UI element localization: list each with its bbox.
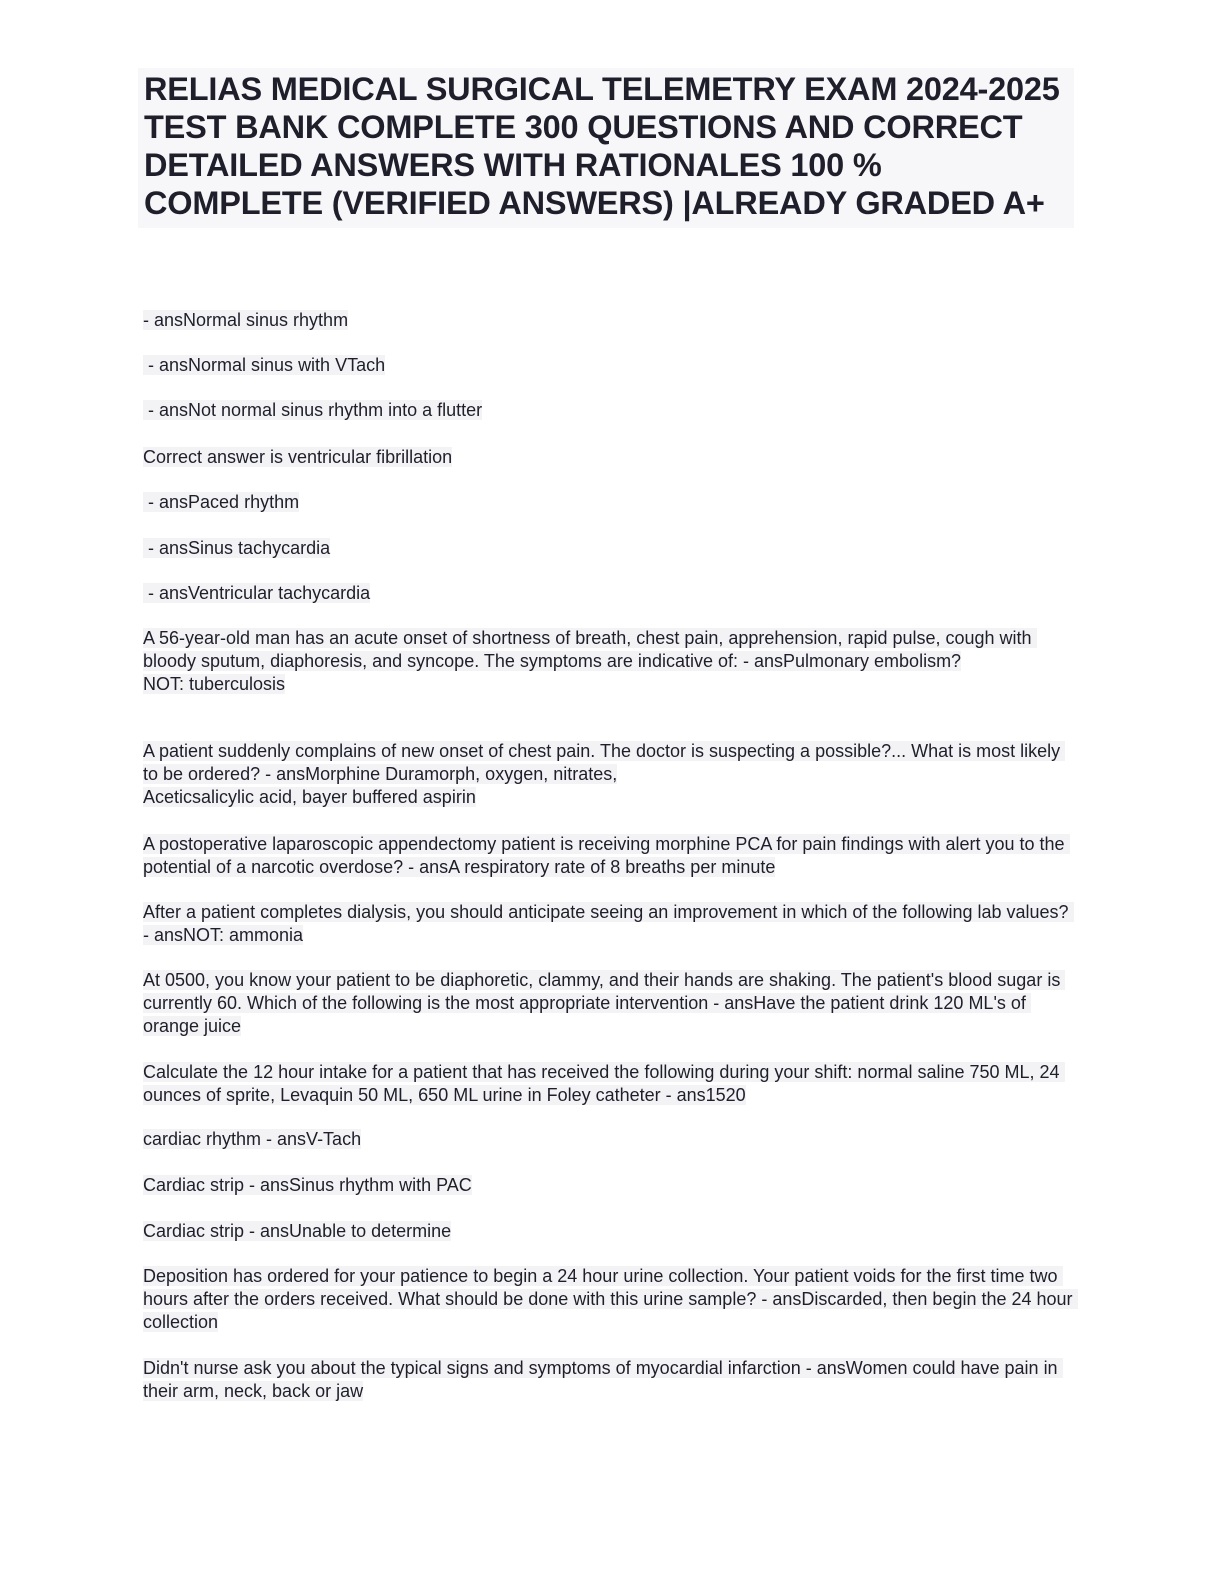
- qa-entry-text: Cardiac strip - ansUnable to determine: [143, 1221, 452, 1241]
- qa-entry: [143, 627, 1073, 696]
- qa-entry: [143, 446, 1073, 469]
- qa-entry-text: cardiac rhythm - ansV-Tach: [143, 1129, 362, 1149]
- qa-entry-text: - ansPaced rhythm: [143, 492, 300, 512]
- qa-entry: [143, 1128, 1073, 1151]
- qa-entry-text: Didn't nurse ask you about the typical signs and symptoms of myocardial infarction - ansWomen could have pain in their arm, neck, back or jaw: [143, 1358, 1063, 1401]
- title-block: [138, 68, 1074, 228]
- qa-entry: [143, 537, 1073, 560]
- qa-entry-text: Cardiac strip - ansSinus rhythm with PAC: [143, 1175, 472, 1195]
- qa-entry-text: A 56-year-old man has an acute onset of shortness of breath, chest pain, apprehension, rapid pulse, cough with bloody sputum, diaphoresis, and syncope. The symptoms are indicative of: - ansPulmonary embolism? NOT: tuberculosis: [143, 628, 1037, 694]
- qa-entry-text: - ansNot normal sinus rhythm into a flutter: [143, 400, 483, 420]
- document-title: RELIAS MEDICAL SURGICAL TELEMETRY EXAM 2024-2025 TEST BANK COMPLETE 300 QUESTIONS AND CORRECT DETAILED ANSWERS WITH RATIONALES 100 % COMPLETE (VERIFIED ANSWERS) |ALREADY GRADED A+: [144, 71, 1060, 221]
- qa-entry: [143, 969, 1073, 1038]
- qa-entry-text: - ansNormal sinus with VTach: [143, 355, 386, 375]
- qa-entry-text: A postoperative laparoscopic appendectomy patient is receiving morphine PCA for pain findings with alert you to the potential of a narcotic overdose? - ansA respiratory rate of 8 breaths per minute: [143, 834, 1070, 877]
- qa-entry: [143, 1174, 1073, 1197]
- qa-entry-text: - ansSinus tachycardia: [143, 538, 331, 558]
- qa-entry-text: At 0500, you know your patient to be diaphoretic, clammy, and their hands are shaking. The patient's blood sugar is currently 60. Which of the following is the most appropriate intervention - ansHave the patient drink 120 ML's of orange juice: [143, 970, 1066, 1036]
- qa-entry-text: After a patient completes dialysis, you should anticipate seeing an improvement in which of the following lab values? - ansNOT: ammonia: [143, 902, 1074, 945]
- qa-entry: [143, 582, 1073, 605]
- qa-entry: [143, 1265, 1078, 1334]
- qa-entry: [143, 833, 1073, 879]
- qa-entry: [143, 354, 1073, 377]
- qa-entry: [143, 1220, 1073, 1243]
- qa-entry: [143, 309, 1073, 332]
- qa-entry: [143, 901, 1073, 947]
- qa-entry-text: - ansVentricular tachycardia: [143, 583, 371, 603]
- qa-entry: [143, 1357, 1073, 1403]
- qa-entry-text: Calculate the 12 hour intake for a patient that has received the following during your shift: normal saline 750 ML, 24 ounces of sprite, Levaquin 50 ML, 650 ML urine in Foley catheter - ans1520: [143, 1062, 1065, 1105]
- qa-entry-text: - ansNormal sinus rhythm: [143, 310, 349, 330]
- qa-entry: [143, 399, 1073, 422]
- qa-entry-text: Deposition has ordered for your patience to begin a 24 hour urine collection. Your patient voids for the first time two hours after the orders received. What should be done with this urine sample? - ansDiscarded, then begin the 24 hour collection: [143, 1266, 1078, 1332]
- qa-entry: [143, 491, 1073, 514]
- qa-entry: [143, 740, 1073, 809]
- qa-entry-text: A patient suddenly complains of new onset of chest pain. The doctor is suspecting a possible?... What is most likely to be ordered? - ansMorphine Duramorph, oxygen, nitrates, Aceticsalicylic acid, bayer buffered aspirin: [143, 741, 1065, 807]
- qa-entry: [143, 1061, 1073, 1107]
- qa-entry-text: Correct answer is ventricular fibrillation: [143, 447, 453, 467]
